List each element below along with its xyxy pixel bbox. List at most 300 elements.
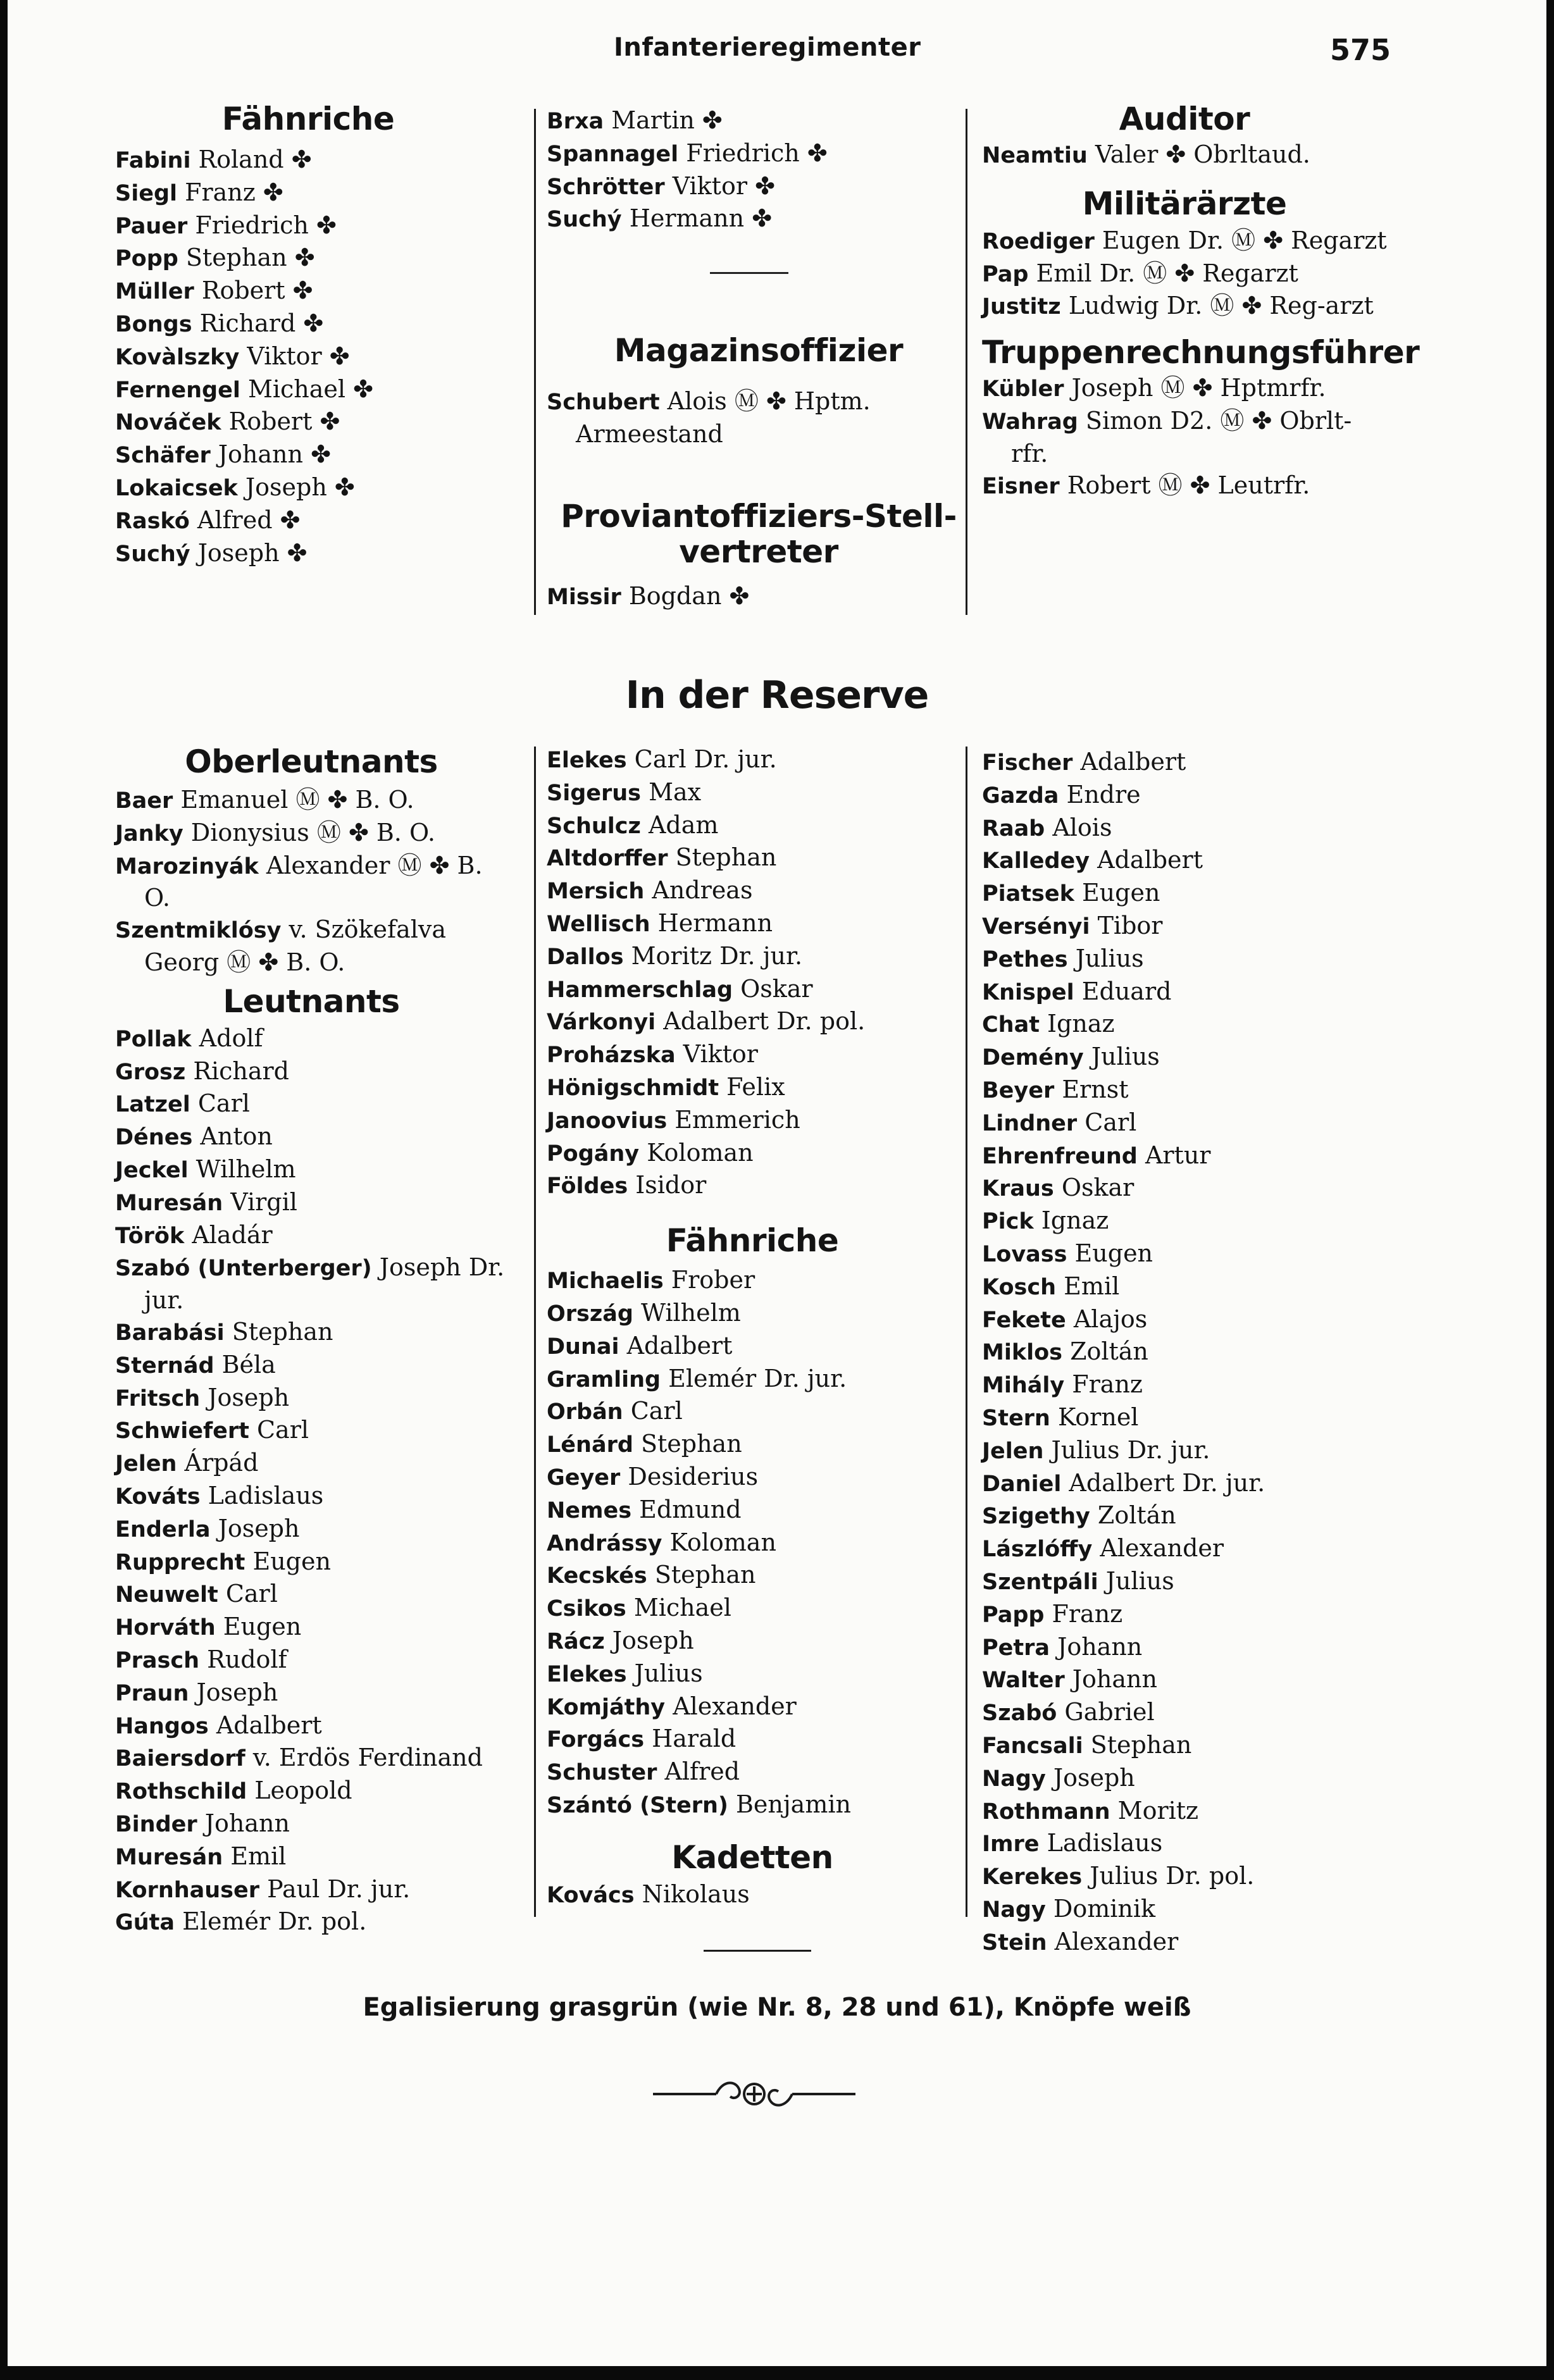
list-item	[982, 1041, 1393, 1074]
list-item	[982, 1730, 1393, 1763]
entry-detail: Benjamin	[728, 1790, 851, 1818]
entry-detail: Elemér Dr. pol.	[175, 1907, 367, 1936]
list-item	[115, 275, 507, 308]
surname: Gazda	[982, 783, 1059, 809]
list-item	[982, 1172, 1393, 1205]
list-item	[982, 139, 1393, 172]
entry-detail: Ignaz	[1039, 1010, 1115, 1038]
entry-detail: Andreas	[644, 876, 753, 905]
list-item	[982, 1107, 1393, 1140]
surname: Grosz	[115, 1059, 186, 1085]
list-item	[982, 225, 1387, 258]
entry-detail: Emil Dr. Ⓜ ✤ Regarzt	[1028, 259, 1298, 287]
entry-detail: Leopold	[247, 1776, 352, 1805]
surname: Schwiefert	[115, 1418, 249, 1444]
list-item	[547, 1494, 964, 1527]
list-item	[547, 171, 977, 204]
entry-detail: Alfred	[657, 1757, 740, 1786]
entry-detail: Alois Ⓜ ✤ Hptm. Armeestand	[576, 387, 871, 448]
list-item	[547, 777, 964, 810]
name-list	[982, 225, 1387, 323]
section-heading: Proviantoffiziers-Stell-vertreter	[561, 498, 957, 570]
name-list	[547, 105, 977, 236]
list-item	[115, 406, 507, 439]
surname: Szabó	[982, 1701, 1057, 1726]
surname: Justitz	[982, 294, 1061, 320]
entry-detail: Stephan	[647, 1561, 756, 1589]
entry-detail: Emil	[1056, 1272, 1120, 1300]
list-item	[115, 1121, 514, 1154]
entry-detail: Alexander	[1047, 1927, 1179, 1955]
surname: Dunai	[547, 1334, 619, 1360]
surname: Schuster	[547, 1760, 657, 1786]
entry-detail: Alexander	[1092, 1534, 1224, 1563]
surname: Mihály	[982, 1373, 1065, 1399]
surname: Janoovius	[547, 1108, 668, 1134]
surname: Lászlóffy	[982, 1537, 1093, 1563]
entry-detail: Béla	[214, 1350, 276, 1379]
list-item	[982, 1599, 1393, 1632]
list-item	[115, 1447, 514, 1480]
surname: Lénárd	[547, 1432, 633, 1458]
surname: Baiersdorf	[115, 1746, 246, 1772]
list-item	[982, 1238, 1393, 1271]
entry-detail: Max	[641, 778, 702, 806]
name-list	[115, 1023, 514, 1939]
entry-detail: Tibor	[1090, 911, 1163, 939]
entry-detail: Carl	[1077, 1108, 1137, 1136]
column-rule	[966, 109, 967, 615]
entry-detail: Eugen	[245, 1547, 331, 1575]
list-item	[547, 1756, 964, 1789]
entry-detail: Robert ✤	[221, 407, 340, 436]
surname: Muresán	[115, 1844, 223, 1870]
list-item	[547, 386, 987, 450]
entry-detail: Moritz Dr. jur.	[623, 941, 803, 970]
reserve-middle-column	[547, 744, 964, 1912]
list-item	[547, 1363, 964, 1396]
list-item	[547, 581, 958, 614]
entry-detail: Wilhelm	[188, 1155, 296, 1183]
list-item	[982, 943, 1393, 976]
section-heading: Fähnriche	[221, 101, 395, 137]
surname: Missir	[547, 585, 621, 610]
surname: Elekes	[547, 1661, 627, 1687]
surname: Fabini	[115, 148, 191, 173]
surname: Walter	[982, 1668, 1065, 1694]
flourish-ornament	[647, 2074, 862, 2114]
surname: Miklos	[982, 1340, 1062, 1366]
surname: Geyer	[547, 1465, 621, 1491]
surname: Pogány	[547, 1141, 640, 1167]
surname: Orbán	[547, 1399, 623, 1425]
list-item	[547, 1105, 964, 1137]
surname: Schulcz	[547, 813, 641, 839]
entry-detail: Carl Dr. jur.	[626, 745, 777, 773]
surname: Kalledey	[982, 848, 1090, 874]
entry-detail: Zoltán	[1090, 1501, 1176, 1530]
surname: Siegl	[115, 180, 177, 206]
list-item	[982, 1074, 1393, 1107]
entry-detail: Julius Dr. pol.	[1082, 1862, 1255, 1890]
surname: Pollak	[115, 1026, 192, 1052]
surname: Jeckel	[115, 1157, 189, 1183]
entry-detail: Johann	[1050, 1632, 1143, 1661]
list-item	[982, 1697, 1393, 1730]
list-item	[982, 1893, 1393, 1926]
entry-detail: v. Erdös Ferdinand	[245, 1744, 483, 1772]
entry-detail: Ignaz	[1033, 1206, 1109, 1235]
surname: Lokaicsek	[115, 475, 238, 501]
entry-detail: Harald	[644, 1725, 737, 1753]
entry-detail: Eugen	[1067, 1239, 1153, 1267]
surname: Michaelis	[547, 1268, 664, 1294]
list-item	[547, 1072, 964, 1105]
surname: Mersich	[547, 879, 645, 905]
entry-detail: Eduard	[1074, 977, 1172, 1005]
surname: Müller	[115, 279, 194, 305]
entry-detail: Johann	[197, 1809, 290, 1837]
entry-detail: Endre	[1059, 780, 1141, 809]
active-right-column	[982, 101, 1420, 502]
surname: Muresán	[115, 1190, 223, 1216]
entry-detail: Valer ✤ Obrltaud.	[1087, 140, 1310, 168]
list-item	[547, 1170, 964, 1203]
surname: Fischer	[982, 750, 1073, 776]
list-item	[547, 842, 964, 875]
list-item	[115, 472, 507, 505]
entry-detail: Robert ✤	[194, 276, 313, 305]
entry-detail: Virgil	[223, 1187, 297, 1216]
surname: Raskó	[115, 508, 190, 534]
list-item	[115, 1841, 514, 1874]
entry-detail: Julius	[1083, 1043, 1160, 1071]
entry-detail: Rudolf	[199, 1645, 287, 1673]
list-item	[115, 1252, 514, 1317]
name-list	[115, 144, 507, 570]
surname: Petra	[982, 1635, 1050, 1661]
surname: Altdorffer	[547, 846, 668, 872]
entry-detail: Felix	[719, 1072, 785, 1101]
list-item	[982, 1500, 1393, 1533]
surname: Fekete	[982, 1307, 1066, 1333]
list-item	[115, 341, 507, 374]
list-item	[115, 1154, 514, 1187]
section-heading: Militärärzte	[1082, 185, 1287, 222]
surname: Wahrag	[982, 409, 1078, 435]
surname: Wellisch	[547, 911, 650, 937]
surname: Kornhauser	[115, 1877, 260, 1903]
surname: Spannagel	[547, 141, 679, 167]
surname: Chat	[982, 1012, 1040, 1038]
surname: Nagy	[982, 1897, 1046, 1923]
entry-detail: Ernst	[1054, 1075, 1129, 1103]
surname: Pick	[982, 1209, 1034, 1235]
list-item	[547, 1658, 964, 1691]
list-item	[982, 1926, 1393, 1959]
section-heading: Oberleutnants	[185, 743, 438, 780]
entry-detail: Stephan ✤	[178, 244, 315, 272]
entry-detail: Friedrich ✤	[187, 211, 337, 239]
surname: Rothmann	[982, 1799, 1110, 1825]
entry-detail: Stephan	[668, 843, 777, 872]
footer-rule	[704, 1950, 811, 1952]
surname: Barabási	[115, 1320, 225, 1346]
surname: Latzel	[115, 1092, 190, 1118]
entry-detail: Frober	[663, 1266, 755, 1294]
page-number: 575	[1330, 33, 1391, 67]
list-item	[982, 1468, 1393, 1501]
entry-detail: Joseph	[200, 1383, 290, 1411]
surname: Lindner	[982, 1110, 1078, 1136]
list-item	[982, 406, 1387, 470]
list-item	[982, 1140, 1393, 1173]
list-item	[982, 1861, 1393, 1893]
entry-detail: Carl	[190, 1089, 250, 1118]
surname: Szabó (Unterberger)	[115, 1256, 372, 1282]
entry-detail: Anton	[192, 1122, 273, 1151]
entry-detail: Joseph Dr. jur.	[144, 1253, 505, 1315]
list-item	[547, 1691, 964, 1724]
list-item	[982, 910, 1393, 943]
surname: Proházska	[547, 1043, 676, 1069]
list-item	[982, 747, 1393, 779]
entry-detail: Joseph Ⓜ ✤ Hptmrfr.	[1064, 374, 1326, 402]
surname: Jelen	[982, 1438, 1044, 1464]
column-rule	[534, 109, 536, 615]
surname: Földes	[547, 1174, 628, 1199]
entry-detail: Aladár	[184, 1220, 273, 1249]
list-item	[547, 1429, 964, 1461]
active-fahnriche-column	[115, 101, 507, 570]
entry-detail: Oskar	[733, 974, 813, 1003]
surname: Fernengel	[115, 377, 240, 403]
entry-detail: Adalbert	[619, 1331, 733, 1360]
list-item	[547, 1879, 964, 1912]
name-list	[115, 784, 507, 979]
surname: Demény	[982, 1045, 1084, 1071]
list-item	[547, 974, 964, 1007]
surname: Imre	[982, 1831, 1040, 1857]
entry-detail: Carl	[218, 1580, 278, 1608]
surname: Nováček	[115, 410, 221, 436]
surname: Prasch	[115, 1647, 200, 1673]
list-item	[115, 1187, 514, 1220]
surname: Beyer	[982, 1077, 1055, 1103]
list-item	[547, 744, 964, 777]
name-list	[547, 744, 964, 1203]
list-item	[547, 875, 964, 908]
entry-detail: v. Szökefalva Georg Ⓜ ✤ B. O.	[144, 915, 447, 976]
column-rule	[534, 747, 536, 1917]
entry-detail: Artur	[1137, 1141, 1211, 1169]
surname: Kraus	[982, 1176, 1054, 1202]
list-item	[115, 1220, 514, 1253]
entry-detail: Emil	[223, 1842, 287, 1870]
surname: Suchý	[115, 541, 190, 567]
surname: Hönigschmidt	[547, 1075, 719, 1101]
entry-detail: Koloman	[662, 1528, 776, 1556]
surname: Lovass	[982, 1241, 1067, 1267]
surname: Raab	[982, 815, 1045, 841]
list-item	[115, 1742, 514, 1775]
list-item	[115, 242, 507, 275]
list-item	[982, 1533, 1393, 1566]
entry-detail: Bogdan ✤	[621, 582, 750, 610]
entry-detail: Viktor ✤	[239, 342, 350, 370]
entry-detail: Alajos	[1066, 1305, 1148, 1333]
surname: Rupprecht	[115, 1549, 246, 1575]
entry-detail: Franz	[1044, 1599, 1123, 1628]
surname: Elekes	[547, 748, 627, 773]
list-item	[547, 1265, 964, 1298]
list-item	[547, 1461, 964, 1494]
surname: Török	[115, 1223, 185, 1249]
section-heading: Auditor	[1119, 101, 1250, 137]
list-item	[547, 1592, 964, 1625]
surname: Baer	[115, 788, 173, 814]
list-item	[115, 1775, 514, 1808]
list-item	[547, 1723, 964, 1756]
list-item	[547, 105, 977, 138]
reserve-left-column	[115, 744, 520, 1939]
entry-detail: Adam	[640, 810, 719, 839]
entry-detail: Simon D2. Ⓜ ✤ Obrlt-rfr.	[1011, 406, 1352, 468]
surname: Versényi	[982, 914, 1090, 939]
entry-detail: Ladislaus	[1039, 1829, 1163, 1857]
surname: Stern	[982, 1405, 1050, 1431]
list-item	[115, 1088, 514, 1121]
list-item	[115, 1546, 514, 1579]
entry-detail: Kornel	[1050, 1403, 1139, 1431]
list-item	[547, 1039, 964, 1072]
entry-detail: Desiderius	[620, 1462, 759, 1491]
list-item	[547, 1789, 964, 1822]
list-item	[982, 470, 1387, 503]
list-item	[982, 373, 1387, 406]
entry-detail: Alexander	[665, 1692, 797, 1720]
list-item	[115, 374, 507, 407]
list-item	[115, 1382, 514, 1415]
entry-detail: Michael	[626, 1594, 731, 1622]
list-item	[982, 1763, 1393, 1795]
surname: Schäfer	[115, 443, 211, 469]
list-item	[547, 203, 977, 236]
name-list	[982, 747, 1393, 1959]
list-item	[982, 1271, 1393, 1304]
list-item	[115, 210, 507, 243]
surname: Nagy	[982, 1766, 1046, 1792]
entry-detail: Alexander Ⓜ ✤ B. O.	[144, 851, 483, 912]
list-item	[547, 1006, 964, 1039]
list-item	[115, 1056, 514, 1089]
entry-detail: Franz	[1064, 1370, 1143, 1399]
entry-detail: Adalbert	[208, 1711, 322, 1739]
entry-detail: Gabriel	[1057, 1698, 1155, 1726]
list-item	[115, 1906, 514, 1939]
surname: Szentpáli	[982, 1569, 1098, 1595]
entry-detail: Robert Ⓜ ✤ Leutrfr.	[1059, 471, 1310, 499]
entry-detail: Julius Dr. jur.	[1043, 1435, 1210, 1464]
surname: Pauer	[115, 213, 188, 239]
surname: Várkonyi	[547, 1010, 656, 1036]
short-rule	[710, 272, 788, 274]
entry-detail: Johann ✤	[210, 440, 331, 469]
entry-detail: Julius	[1067, 944, 1144, 972]
surname: Brxa	[547, 109, 604, 134]
entry-detail: Oskar	[1054, 1174, 1134, 1202]
list-item	[982, 290, 1387, 323]
list-item	[115, 784, 507, 817]
list-item	[115, 1513, 514, 1546]
entry-detail: Hermann	[650, 908, 773, 937]
surname: Janky	[115, 821, 183, 846]
surname: Ehrenfreund	[982, 1143, 1138, 1169]
entry-detail: Ludwig Dr. Ⓜ ✤ Reg-arzt	[1060, 292, 1374, 320]
surname: Piatsek	[982, 881, 1074, 907]
list-item	[547, 1330, 964, 1363]
surname: Hangos	[115, 1713, 209, 1739]
list-item	[982, 1435, 1393, 1468]
list-item	[982, 1304, 1393, 1337]
surname: Kovàlszky	[115, 344, 240, 370]
surname: Popp	[115, 246, 178, 272]
surname: Csikos	[547, 1596, 626, 1622]
entry-detail: Elemér Dr. jur.	[661, 1364, 847, 1392]
surname: Komjáthy	[547, 1694, 666, 1720]
entry-detail: Joseph	[210, 1514, 300, 1542]
list-item	[115, 1023, 514, 1056]
surname: Fritsch	[115, 1385, 201, 1411]
entry-detail: Árpád	[177, 1449, 259, 1477]
entry-detail: Alfred ✤	[189, 505, 301, 534]
list-item	[547, 810, 964, 843]
surname: Pap	[982, 261, 1029, 287]
list-item	[115, 439, 507, 472]
surname: Kerekes	[982, 1864, 1083, 1890]
list-item	[547, 908, 964, 941]
entry-detail: Joseph	[1045, 1763, 1135, 1792]
surname: Jelen	[115, 1451, 177, 1477]
name-list	[547, 1265, 964, 1822]
document-page	[8, 0, 1546, 2366]
entry-detail: Dominik	[1045, 1894, 1156, 1923]
list-item	[115, 1578, 514, 1611]
entry-detail: Adalbert Dr. jur.	[1061, 1468, 1265, 1497]
surname: Andrássy	[547, 1530, 662, 1556]
entry-detail: Julius	[1098, 1566, 1174, 1595]
surname: Szentmiklósy	[115, 918, 282, 944]
entry-detail: Paul Dr. jur.	[259, 1875, 411, 1903]
surname: Ország	[547, 1301, 633, 1327]
entry-detail: Adalbert	[1090, 846, 1203, 874]
list-item	[547, 1137, 964, 1170]
list-item	[547, 1625, 964, 1658]
surname: Szántó (Stern)	[547, 1792, 728, 1818]
reserve-right-column	[982, 747, 1393, 1959]
list-item	[982, 845, 1393, 877]
name-list	[547, 1879, 964, 1912]
surname: Binder	[115, 1811, 197, 1837]
reserve-heading: In der Reserve	[625, 673, 929, 717]
entry-detail: Eugen Dr. Ⓜ ✤ Regarzt	[1094, 226, 1387, 254]
list-item	[115, 144, 507, 177]
surname: Gúta	[115, 1910, 175, 1936]
running-title: Infanterieregimenter	[614, 33, 921, 62]
entry-detail: Stephan	[224, 1317, 333, 1346]
list-item	[115, 308, 507, 341]
entry-detail: Carl	[249, 1416, 309, 1444]
